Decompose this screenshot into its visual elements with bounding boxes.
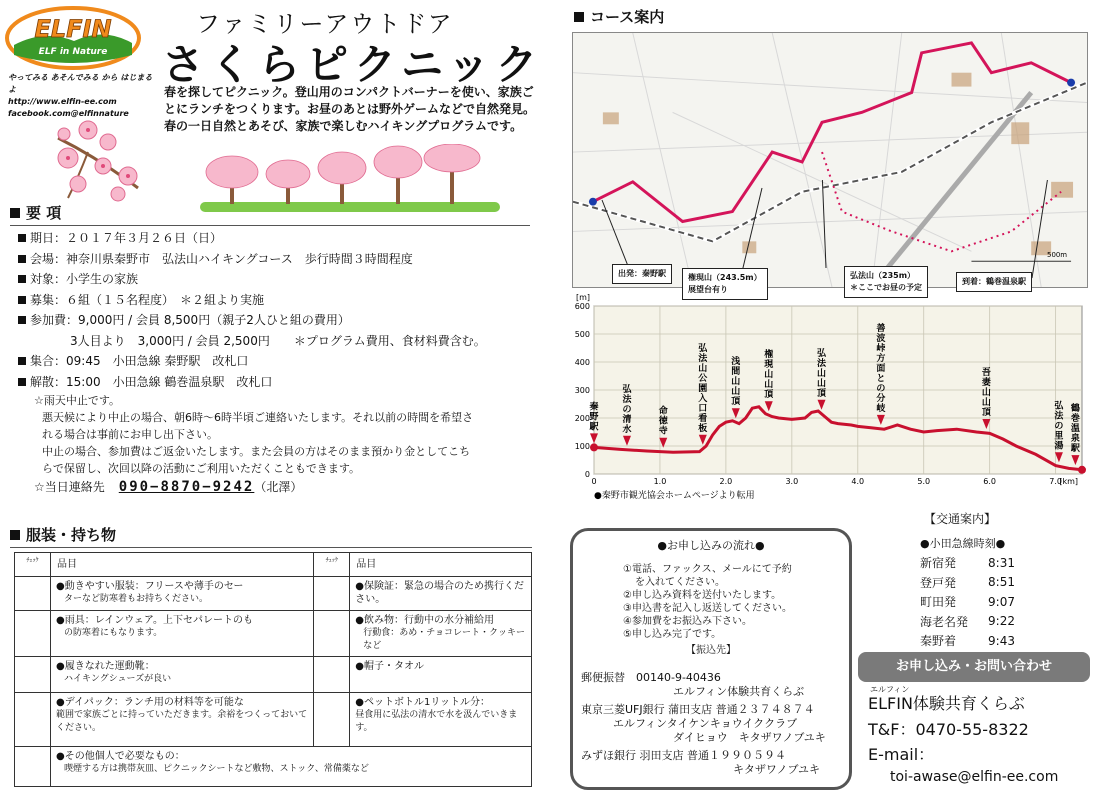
goal-marker — [1067, 79, 1075, 87]
x-tick-label: 0 — [591, 477, 597, 486]
waypoint-label: 吾妻山山頂 — [981, 368, 991, 419]
item-desc: 行動食：あめ・チョコレート・クッキーなど — [363, 628, 526, 651]
contact-phone[interactable]: 090−8870−9242 — [118, 479, 255, 495]
detail-fee: 参加費：9,000円 / 会員 8,500円（親子2人ひと組の費用） — [18, 310, 538, 331]
website-link[interactable]: http://www.elfin-ee.com — [8, 97, 117, 106]
bank2-account: みずほ銀行 羽田支店 普通１９９０５９４ — [581, 749, 786, 762]
items-table — [14, 552, 532, 787]
item-title: ●帽子・タオル — [355, 661, 425, 672]
item-column-header: 品目 — [51, 553, 314, 577]
check-cell[interactable] — [15, 577, 51, 611]
table-row: 町田発 9:07 — [920, 594, 1015, 610]
bullet-icon — [18, 275, 26, 283]
item-desc: 範囲で家族ごとに持っていただきます。余裕をつくっておいてください。 — [56, 710, 308, 733]
detail-fee-extra: 3人目より 3,000円 / 会員 2,500円 ＊プログラム費用、食材料費含む。 — [70, 333, 486, 348]
apply-step: ①電話、ファックス、メールにて予約 — [623, 564, 792, 575]
x-axis-label: [km] — [1059, 477, 1078, 486]
item-title: ●保険証：緊急の場合のため携行ください。 — [355, 581, 525, 605]
org-tel[interactable]: T&F：0470-55-8322 — [868, 720, 1029, 739]
y-tick-label: 400 — [574, 358, 590, 367]
bullet-icon — [18, 378, 26, 386]
rain-text-line: れる場合は事前にお申し出下さい。 — [42, 428, 218, 441]
y-tick-label: 100 — [574, 442, 590, 451]
y-tick-label: 500 — [574, 330, 590, 339]
apply-steps — [623, 563, 849, 641]
item-desc: ハイキングシューズが良い — [64, 674, 172, 684]
bullet-icon — [18, 316, 26, 324]
waypoint-label: 善波峠方面との分岐 — [876, 323, 886, 414]
label-gongen: 権現山（243.5m） 展望台有り — [682, 268, 768, 300]
contact-button[interactable]: お申し込み・お問い合わせ — [858, 652, 1090, 682]
table-row — [15, 577, 532, 611]
apply-step: ②申し込み資料を送付いたします。 — [623, 590, 782, 601]
detail-target: 対象：小学生の家族 — [18, 269, 538, 290]
bank2-holder: キタザワノブユキ — [733, 763, 821, 776]
elevation-chart — [566, 288, 1094, 506]
waypoint-label: 浅間山山頂 — [731, 357, 741, 408]
waypoint-label: 秦野駅 — [589, 402, 599, 433]
check-cell[interactable] — [15, 611, 51, 657]
x-tick-label: 6.0 — [983, 477, 997, 486]
item-title: ●デイパック：ランチ用の材料等を可能な — [56, 697, 244, 708]
rain-text-line: らで保留し、次回以降の活動にご利用いただくこともできます。 — [42, 462, 361, 475]
item-title: ●飲み物：行動中の水分補給用 — [355, 615, 495, 626]
table-row: 海老名発 9:22 — [920, 614, 1015, 629]
check-cell[interactable] — [314, 657, 350, 693]
check-cell[interactable] — [15, 747, 51, 787]
bank1-holder: ダイヒョウ キタザワノブユキ — [673, 731, 826, 744]
apply-step: ④参加費をお振込み下さい。 — [623, 616, 752, 627]
org-info — [868, 684, 1096, 785]
transit-info — [900, 510, 1096, 651]
item-title: ●その他個人で必要なもの： — [56, 751, 185, 762]
detail-dismissal: 解散：15:00 小田急線 鶴巻温泉駅 改札口 — [18, 372, 538, 393]
detail-date: 期日：２０１７年３月２６日（日） — [18, 228, 538, 249]
bank1-account: 東京三菱UFJ銀行 蒲田支店 普通２３７４８７４ — [581, 703, 815, 716]
end-point — [1078, 466, 1086, 474]
x-tick-label: 2.0 — [719, 477, 733, 486]
bullet-icon — [18, 255, 26, 263]
chart-source: ●秦野市観光協会ホームページより転用 — [594, 491, 755, 501]
page-title: さくらピクニック — [162, 40, 544, 89]
detail-meeting: 集合：09:45 小田急線 秦野駅 改札口 — [18, 351, 538, 372]
x-tick-label: 7.0 — [1049, 477, 1062, 486]
x-tick-label: 4.0 — [851, 477, 865, 486]
item-desc: 喫煙する方は携帯灰皿、ピクニックシートなど敷物、ストック、常備薬など — [64, 764, 369, 774]
apply-box — [570, 528, 852, 790]
waypoint-label: 弘法の清水 — [622, 384, 632, 435]
item-desc: の防寒着にもなります。 — [64, 628, 163, 638]
x-tick-label: 5.0 — [917, 477, 931, 486]
y-tick-label: 0 — [584, 470, 590, 479]
email-label: E-mail： — [868, 745, 935, 764]
item-desc: ターなど防寒着もお持ちください。 — [64, 594, 209, 604]
label-goal: 到着：鶴巻温泉駅 — [956, 272, 1032, 292]
apply-step: ⑤申し込み完了です。 — [623, 629, 722, 640]
elevation-chart-svg — [566, 288, 1094, 506]
intro-text: 春を探してピクニック。登山用のコンパクトバーナーを使い、家族ごとにランチをつくります。お昼のあとは野外ゲームなどで自然発見。春の一日自然とあそび、家族で楽しむハイキングプログラムです。 — [164, 85, 536, 133]
detail-venue: 会場：神奈川県秦野市 弘法山ハイキングコース 歩行時間３時間程度 — [18, 249, 538, 270]
waypoint-label: 弘法の里湯 — [1054, 401, 1064, 452]
course-heading: コース案内 — [574, 6, 774, 29]
table-row — [15, 693, 532, 747]
rain-notes — [34, 392, 524, 496]
waypoint-label: 権現山山頂 — [764, 350, 774, 401]
x-tick-label: 1.0 — [653, 477, 667, 486]
transit-line: ●小田急線時刻● — [920, 537, 1006, 550]
contact-line: ☆当日連絡先 090−8870−9242（北澤） — [34, 479, 303, 495]
table-row: 登戸発 8:51 — [920, 575, 1015, 590]
check-cell[interactable] — [15, 693, 51, 747]
item-title: ●動きやすい服装：フリースや薄手のセー — [56, 581, 244, 592]
org-kana: エルフィン — [870, 685, 910, 694]
start-point — [590, 443, 598, 451]
x-tick-label: 3.0 — [785, 477, 799, 486]
logo-text: ELFIN — [34, 15, 112, 43]
check-cell[interactable] — [314, 693, 350, 747]
check-column-header: ﾁｪｯｸ — [314, 553, 350, 577]
check-cell[interactable] — [314, 577, 350, 611]
tagline — [8, 72, 158, 120]
bullet-icon — [18, 357, 26, 365]
check-cell[interactable] — [15, 657, 51, 693]
label-start: 出発：秦野駅 — [612, 264, 672, 284]
items-heading: 服装・持ち物 — [10, 524, 532, 548]
apply-step: を入れてください。 — [635, 577, 725, 588]
table-header-row — [15, 553, 532, 577]
details-heading: 要 項 — [10, 202, 530, 226]
timetable — [920, 553, 1035, 651]
rain-text-line: 中止の場合、参加費はご返金いたします。また会員の方はそのまま預かり金としてこち — [42, 445, 471, 458]
y-tick-label: 200 — [574, 414, 590, 423]
subtitle: ファミリーアウトドア — [196, 10, 454, 38]
heading-square-icon — [574, 12, 584, 22]
postal-account: 郵便振替 00140-9-40436 — [581, 671, 721, 684]
item-title: ●雨具：レインウェア。上下セパレートのも — [56, 615, 254, 626]
apply-step: ③申込書を記入し返送してください。 — [623, 603, 792, 614]
item-title: ●履きなれた運動靴： — [56, 661, 155, 672]
label-kobo: 弘法山（235m） ＊ここでお昼の予定 — [844, 266, 928, 298]
logo-sub: ELF in Nature — [38, 47, 108, 57]
rain-title: ☆雨天中止です。 — [34, 394, 120, 407]
waypoint-label: 命徳寺 — [658, 406, 668, 437]
tagline-line: やってみる あそんでみる から はじまるよ — [8, 73, 153, 94]
item-column-header: 品目 — [350, 553, 532, 577]
check-cell[interactable] — [314, 611, 350, 657]
elfin-logo — [4, 5, 142, 71]
detail-capacity: 募集：６組（１５名程度） ＊２組より実施 — [18, 290, 538, 311]
table-row: 秦野着 9:43 — [920, 633, 1015, 649]
check-column-header: ﾁｪｯｸ — [15, 553, 51, 577]
transfer-heading: 【振込先】 — [686, 645, 736, 656]
item-desc: 昼食用に弘法の清水で水を汲んでいきます。 — [355, 710, 518, 733]
facebook-link[interactable]: facebook.com@elfinnature — [8, 109, 129, 118]
email-address[interactable]: toi-awase@elfin-ee.com — [890, 769, 1059, 785]
org-name: ELFIN体験共育くらぶ — [868, 694, 1025, 713]
rain-text-line: 悪天候により中止の場合、朝6時〜6時半頃ご連絡いたします。それ以前の時間を希望さ — [42, 411, 474, 424]
y-tick-label: 300 — [574, 386, 590, 395]
apply-heading: ●お申し込みの流れ● — [657, 539, 765, 552]
table-row — [15, 611, 532, 657]
heading-square-icon — [10, 208, 20, 218]
bank1-name: エルフィンタイケンキョウイククラブ — [613, 717, 798, 730]
cherry-blossom-icon — [48, 118, 148, 204]
table-row: 新宿発 8:31 — [920, 555, 1015, 571]
y-axis-label: [m] — [576, 293, 591, 302]
table-row — [15, 747, 532, 787]
bullet-icon — [18, 296, 26, 304]
y-tick-label: 600 — [574, 302, 590, 311]
heading-square-icon — [10, 530, 20, 540]
waypoint-label: 弘法山山頂 — [817, 348, 827, 399]
details-list — [18, 228, 538, 392]
scale-label: 500m — [1047, 251, 1068, 260]
postal-name: エルフィン体験共育くらぶ — [673, 685, 805, 698]
item-title: ●ペットボトル1リットル分： — [355, 697, 490, 708]
bullet-icon — [18, 234, 26, 242]
waypoint-label: 弘法山公園入口看板 — [698, 343, 708, 434]
waypoint-label: 鶴巻温泉駅 — [1070, 404, 1080, 455]
transit-heading: 【交通案内】 — [923, 512, 996, 526]
table-row — [15, 657, 532, 693]
